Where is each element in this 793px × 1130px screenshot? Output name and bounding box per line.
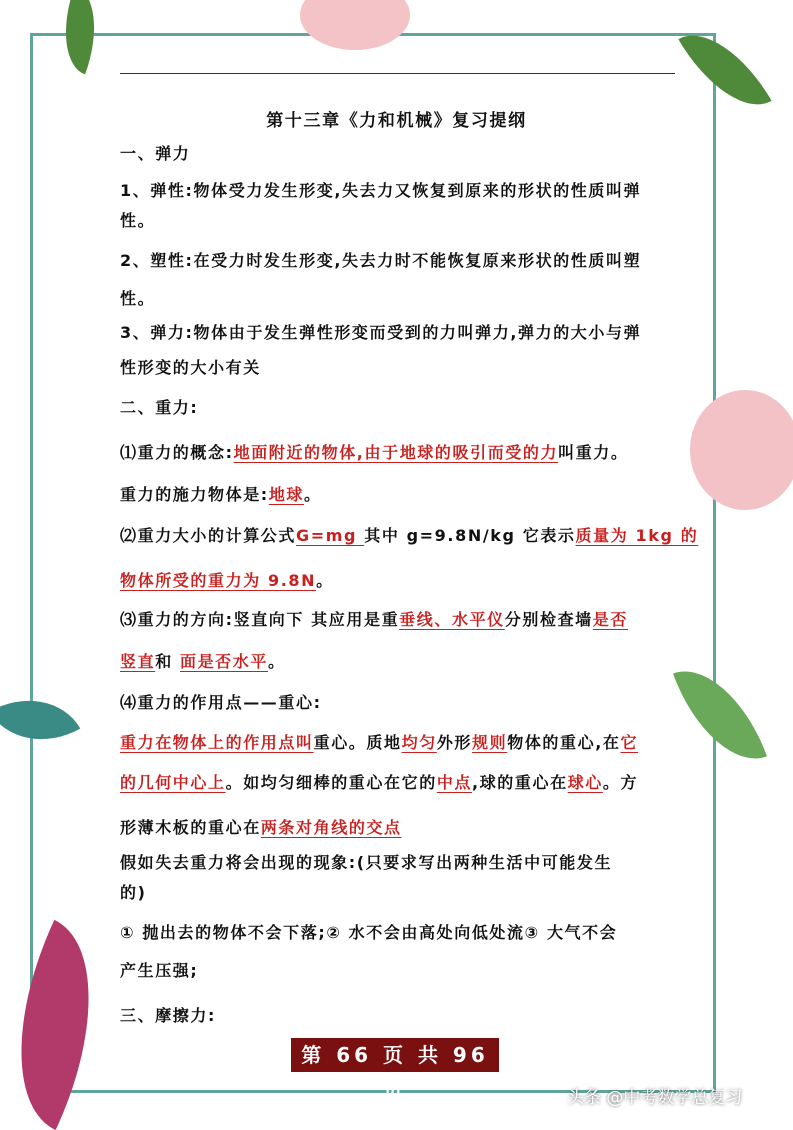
answer-highlight: 地球 bbox=[268, 485, 305, 504]
text-line bbox=[120, 815, 402, 838]
answer-highlight: 竖直 bbox=[120, 652, 156, 671]
text-line bbox=[120, 958, 198, 981]
watermark: 头条 @中考数学总复习 bbox=[567, 1088, 743, 1108]
text-segment: 二、重力: bbox=[120, 398, 199, 417]
text-segment: 分别检查墙 bbox=[504, 610, 593, 629]
text-segment: 一、弹力 bbox=[120, 144, 191, 163]
answer-highlight: 它 bbox=[620, 733, 639, 752]
text-segment: ,球的重心在 bbox=[472, 773, 568, 792]
answer-highlight: 球心 bbox=[567, 773, 603, 792]
text-line bbox=[120, 141, 190, 164]
text-segment: 重力的施力物体是: bbox=[120, 485, 269, 504]
text-segment: ⑷重力的作用点——重心: bbox=[120, 693, 322, 712]
text-segment: 。方 bbox=[602, 773, 639, 792]
text-line bbox=[120, 286, 155, 309]
text-segment: 重心。质地 bbox=[313, 733, 402, 752]
answer-highlight: 面是否水平 bbox=[179, 652, 268, 671]
answer-highlight: 质量为 1kg 的 bbox=[575, 526, 699, 545]
text-segment: 。 bbox=[268, 652, 286, 671]
text-line bbox=[120, 395, 198, 418]
text-segment: 外形 bbox=[436, 733, 473, 752]
text-line bbox=[120, 850, 612, 873]
answer-highlight: G=mg bbox=[296, 526, 365, 545]
answer-highlight: 规则 bbox=[472, 733, 508, 752]
flower-decoration bbox=[690, 390, 793, 510]
text-segment: ⑶重力的方向:竖直向下 其应用是重 bbox=[120, 610, 400, 629]
text-segment: 。如均匀细棒的重心在它的 bbox=[225, 773, 437, 792]
text-line bbox=[120, 320, 641, 343]
text-segment: 产生压强; bbox=[120, 961, 199, 980]
text-line bbox=[120, 920, 617, 943]
text-segment: 形薄木板的重心在 bbox=[120, 818, 261, 837]
text-line bbox=[120, 355, 261, 378]
text-line bbox=[120, 523, 698, 546]
text-line bbox=[120, 482, 322, 505]
text-line bbox=[120, 208, 155, 231]
text-segment: 2、塑性:在受力时发生形变,失去力时不能恢复原来形状的性质叫塑 bbox=[120, 251, 642, 270]
text-segment: 其中 g=9.8N/kg 它表示 bbox=[364, 526, 576, 545]
text-line bbox=[120, 568, 334, 591]
text-line bbox=[120, 607, 628, 630]
text-line bbox=[120, 730, 638, 753]
text-segment: 性。 bbox=[120, 289, 156, 308]
text-line bbox=[120, 880, 147, 903]
header-rule bbox=[120, 73, 675, 74]
text-line bbox=[120, 690, 322, 713]
answer-highlight: 两条对角线的交点 bbox=[260, 818, 402, 837]
text-segment: ⑵重力大小的计算公式 bbox=[120, 526, 297, 545]
text-segment: 物体的重心,在 bbox=[507, 733, 621, 752]
text-line bbox=[120, 649, 286, 672]
text-segment: 1、弹性:物体受力发生形变,失去力又恢复到原来的形状的性质叫弹 bbox=[120, 181, 642, 200]
answer-highlight: 物体所受的重力为 9.8N bbox=[120, 571, 317, 590]
text-segment: 的) bbox=[120, 883, 147, 902]
text-segment: 性形变的大小有关 bbox=[120, 358, 261, 377]
page-number-label: 第 66 页 共 96 页 bbox=[291, 1038, 499, 1072]
text-segment: 。 bbox=[304, 485, 322, 504]
text-line bbox=[120, 248, 641, 271]
page-title: 第十三章《力和机械》复习提纲 bbox=[266, 111, 527, 131]
text-line bbox=[120, 440, 629, 463]
text-segment: 3、弹力:物体由于发生弹性形变而受到的力叫弹力,弹力的大小与弹 bbox=[120, 323, 642, 342]
answer-highlight: 垂线、水平仪 bbox=[399, 610, 505, 629]
text-segment: 。 bbox=[316, 571, 334, 590]
text-segment: ① 抛出去的物体不会下落;② 水不会由高处向低处流③ 大气不会 bbox=[120, 923, 618, 942]
text-line bbox=[120, 1003, 216, 1026]
text-segment: 三、摩擦力: bbox=[120, 1006, 216, 1025]
answer-highlight: 地面附近的物体,由于地球的吸引而受的力 bbox=[233, 443, 559, 462]
text-segment: ⑴重力的概念: bbox=[120, 443, 234, 462]
text-line bbox=[120, 178, 641, 201]
text-segment: 叫重力。 bbox=[558, 443, 629, 462]
text-line bbox=[120, 770, 638, 793]
answer-highlight: 的几何中心上 bbox=[120, 773, 226, 792]
text-segment: 性。 bbox=[120, 211, 156, 230]
answer-highlight: 重力在物体上的作用点叫 bbox=[120, 733, 314, 752]
answer-highlight: 是否 bbox=[592, 610, 628, 629]
text-segment: 假如失去重力将会出现的现象:(只要求写出两种生活中可能发生 bbox=[120, 853, 613, 872]
answer-highlight: 中点 bbox=[436, 773, 473, 792]
text-segment: 和 bbox=[155, 652, 180, 671]
answer-highlight: 均匀 bbox=[401, 733, 437, 752]
